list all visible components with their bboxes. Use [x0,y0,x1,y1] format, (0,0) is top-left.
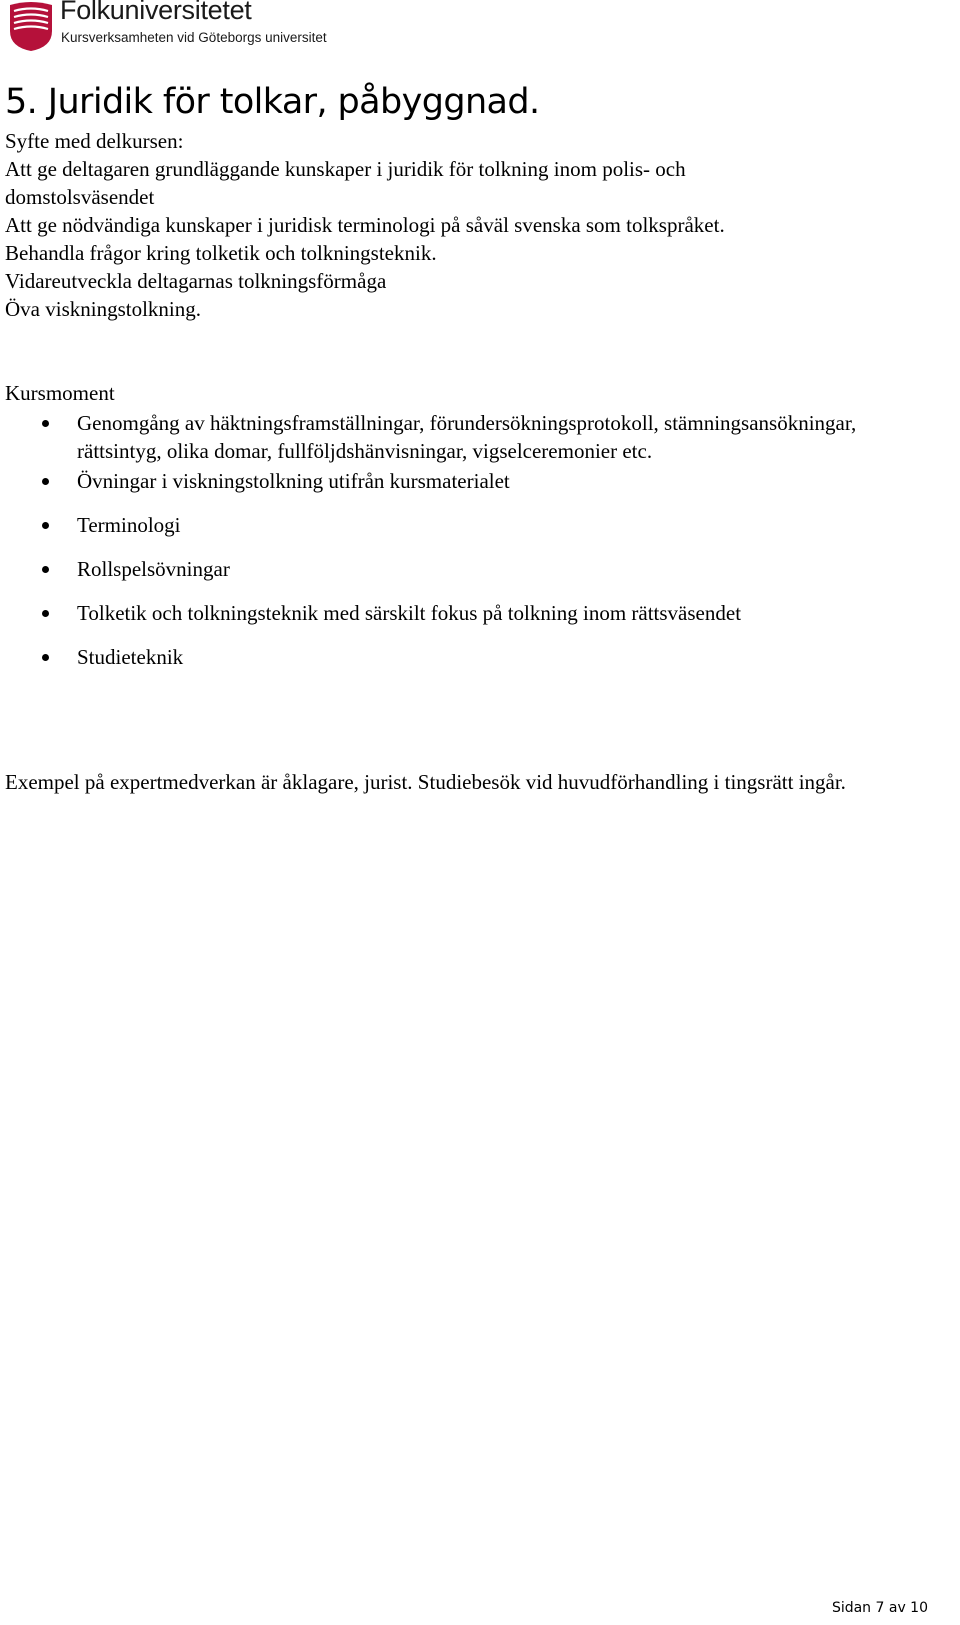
list-item [0,599,940,627]
logo-name: Folkuniversitetet [60,0,252,25]
purpose-line: Att ge deltagaren grundläggande kunskaper i juridik för tolkning inom polis- och [5,157,686,181]
bullet-icon [42,654,49,661]
list-item [0,511,940,539]
list-item-text: Tolketik och tolkningsteknik med särskilt fokus på tolkning inom rättsväsendet [77,601,742,625]
logo [8,1,368,53]
bullet-icon [42,610,49,617]
purpose-line: Vidareutveckla deltagarnas tolkningsförmåga [5,269,387,293]
moments-list [0,409,940,687]
list-item [0,467,940,495]
bullet-icon [42,566,49,573]
purpose-block [5,127,945,323]
list-item [0,643,940,671]
moments-heading: Kursmoment [5,381,115,405]
purpose-line: Behandla frågor kring tolketik och tolkningsteknik. [5,241,437,265]
logo-subtitle: Kursverksamheten vid Göteborgs universitet [61,30,327,45]
bullet-icon [42,522,49,529]
purpose-heading: Syfte med delkursen: [5,129,184,153]
list-item-text: Terminologi [77,513,181,537]
list-item [0,555,940,583]
list-item-text: Rollspelsövningar [77,557,230,581]
list-item-text: Övningar i viskningstolkning utifrån kursmaterialet [77,469,510,493]
closing-paragraph: Exempel på expertmedverkan är åklagare, jurist. Studiebesök vid huvudförhandling i tingsrätt ingår. [5,770,846,794]
list-item [0,409,940,465]
page-number: Sidan 7 av 10 [831,1600,928,1616]
bullet-icon [42,420,49,427]
list-item-text: Genomgång av häktningsframställningar, förundersökningsprotokoll, stämningsansökningar, rättsintyg, olika domar, fullföljdshänvisningar, vigselceremonier etc. [77,411,857,463]
folkuniversitetet-emblem-icon [8,1,54,51]
purpose-line: domstolsväsendet [5,185,155,209]
purpose-line: Öva viskningstolkning. [5,297,202,321]
list-item-text: Studieteknik [77,645,184,669]
purpose-line: Att ge nödvändiga kunskaper i juridisk terminologi på såväl svenska som tolkspråket. [5,213,725,237]
section-title: 5. Juridik för tolkar, påbyggnad. [5,82,540,122]
bullet-icon [42,478,49,485]
